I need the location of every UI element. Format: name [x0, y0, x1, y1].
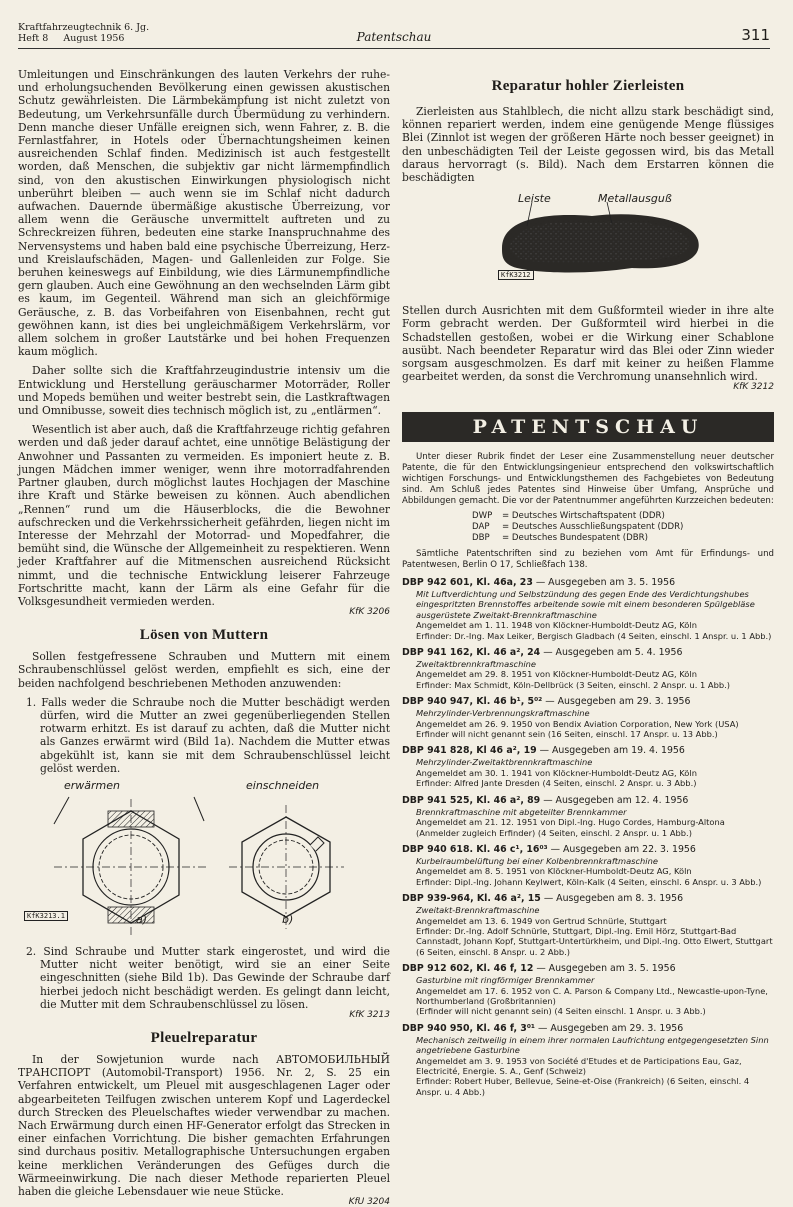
patent-line: Angemeldet am 17. 6. 1952 von C. A. Parson & Company Ltd., Newcastle-upon-Tyne, Northumberland (Großbritannien) — [416, 985, 768, 1006]
figure-zierleiste — [402, 190, 774, 298]
paragraph: Zierleisten aus Stahlblech, die nicht allzu stark beschädigt sind, können repariert werden, indem eine genügende Menge flüssiges Blei (Zinnlot ist wegen der größeren Härte noch besser geeignet) in den unbeschädigten Teil der Leiste gegossen wird, bis das Metall daraus hervorragt (s. Bild). Nach dem Erstarren können die beschädigten — [402, 105, 774, 185]
patent-title: Zweitaktbrennkraftmaschine — [416, 659, 537, 670]
patent-date: — Ausgegeben am 29. 3. 1956 — [535, 1022, 684, 1034]
patent-title: Brennkraftmaschine mit abgeteilter Brennkammer — [416, 806, 627, 817]
patent-title: Kurbelraumbelüftung bei einer Kolbenbrennkraftmaschine — [416, 855, 658, 866]
patent-title: Zweitakt-Brennkraftmaschine — [416, 905, 540, 916]
patent-line: (Erfinder will nicht genannt sein) (4 Seiten einschl. 1 Anspr. u. 3 Abb.) — [416, 1006, 706, 1017]
figure-sublabel-b: b) — [282, 912, 294, 926]
abbreviation-item: DBP = Deutsches Bundespatent (DBR) — [472, 533, 648, 544]
intro-text: Unter dieser Rubrik findet der Leser eine Zusammenstellung neuer deutscher Patente, die für den Entwicklungsingenieur entsprechend den volkswirtschaftlich wichtigen Forschungs- und Entwicklungsthemen des Fachgebietes von Bedeutung sind. Am Schluß jedes Patentes sind Hinweise über Umfang, Ansprüche und Abbildungen gemacht. Die vor der Patentnummer angeführten Kurzzeichen bedeuten: — [402, 452, 774, 506]
figure-tag: KfK3212 — [498, 270, 534, 280]
patent-title: Mechanisch zeitweilig in einem ihrer normalen Laufrichtung entgegengesetzten Sinn angetriebene Gasturbine — [416, 1034, 769, 1056]
abbreviation-item: DWP = Deutsches Wirtschaftspatent (DDR) — [472, 511, 665, 522]
method-list-2 — [18, 945, 390, 1011]
patent-number: DBP 939-964, Kl. 46 a², 15 — [402, 893, 541, 905]
patent-line: Angemeldet am 26. 9. 1950 von Bendix Aviation Corporation, New York (USA) — [416, 718, 739, 729]
patent-entry — [402, 893, 774, 957]
patent-list — [402, 577, 774, 1097]
left-column — [18, 68, 390, 1207]
heading-muttern: Lösen von Muttern — [139, 627, 269, 644]
method-item-2: 2. Sind Schraube und Mutter stark eingerostet, und wird die Mutter nicht weiter benötigt, wird sie an einer Seite eingeschnitten (siehe Bild 1b). Das Gewinde der Schraube darf hierbei jedoch nicht beschädigt werden. Es gelingt dann leicht, die Mutter mit dem Schraubenschlüssel zu lösen. — [26, 944, 390, 1011]
patent-title: Gasturbine mit ringförmiger Brennkammer — [416, 975, 595, 986]
paragraph: Umleitungen und Einschränkungen des lauten Verkehrs der ruhe- und erholungsuchenden Bevölkerung einen gewissen akustischen Schutz gewährleisten. Die Lärmbekämpfung ist nicht zuletzt von Bedeutung, um Verkehrsunfälle durch Übermüdung zu verhindern. Denn manche dieser Unfälle ereignen sich, wenn Fahrer, z. B. die Fernlastfahrer, in Hotels oder Übernachtungsheimen keinen ausreichenden Schlaf finden. Medizinisch ist auch festgestellt worden, daß Menschen, die subjektiv gar nicht lärmempfindlich sind, von den akustischen Einwirkungen physiologisch nicht unberührt bleiben — auch wenn sie im Schlaf nicht dadurch aufwachen. Dauernde übermäßige akustische Überreizung, vor allem wenn die Geräusche unvermittelt auftreten und zu Schreckreizen führen, bedeuten eine starke Inanspruchnahme des Nervensystems und haben bald eine psychische Überreizung, Herz- und Kreislaufschäden, Magen- und Gallenleiden zur Folge. Sie beruhen keineswegs auf Einbildung, wie dies Lärmunempfindliche gern glauben. Auch eine Gewöhnung an den wechselnden Lärm gibt es kaum, im Gegenteil. Während man sich an gleichförmige Geräusche, z. B. das Vorbeifahren von Eisenbahnen, recht gut gewöhnen kann, ist dies bei ungleichmäßigem Verkehrslärm, vor allem solchem in großer Lautstärke und bei hohen Frequenzen kaum möglich. — [18, 68, 390, 359]
patent-line: Erfinder will nicht genannt sein (16 Seiten, einschl. 17 Anspr. u. 13 Abb.) — [416, 729, 718, 740]
patent-line: Erfinder: Robert Huber, Bellevue, Seine-et-Oise (Frankreich) (6 Seiten, einschl. 4 Anspr. u. 4 Abb.) — [416, 1076, 750, 1097]
outro-text: Sämtliche Patentschriften sind zu beziehen vom Amt für Erfindungs- und Patentwesen, Berlin O 17, Schließfach 138. — [402, 549, 774, 571]
patent-line: Angemeldet am 3. 9. 1953 von Société d'Etudes et de Participations Eau, Gaz, Electricité, Energie. S. A., Genf (Schweiz) — [416, 1055, 742, 1077]
abbreviation-item: DAP = Deutsches Ausschließungspatent (DDR) — [472, 522, 684, 533]
journal-line-2: Heft 8 August 1956 — [18, 33, 125, 44]
patent-entry — [402, 1023, 774, 1097]
patent-number: DBP 941 162, Kl. 46 a², 24 — [402, 647, 541, 659]
paragraph: In der Sowjetunion wurde nach АВТОМОБИЛЬНЫЙ ТРАНСПОРТ (Automobil-Transport) 1956. Nr. 2, S. 25 ein Verfahren entwickelt, um Pleuel mit ausgeschlagenen Lager oder abgearbeiteten Teilfugen zwischen unterem Kopf und Lagerdeckel durch Strecken des Pleuelschaftes wieder verwendbar zu machen. Nach Erwärmung durch einen HF-Generator erfolgt das Strecken in einer einfachen Vorrichtung. Die bisher gemachten Erfahrungen sind durchaus positiv. Metallographische Untersuchungen ergaben keine merklichen Veränderungen des Gefüges durch die Wärmeeinwirkung. Die nach dieser Methode reparierten Pleuel haben die gleiche Lebensdauer wie neue Stücke. — [18, 1052, 390, 1198]
patent-date: — Ausgegeben am 19. 4. 1956 — [536, 745, 685, 757]
figure-label-metallausguss: Metallausguß — [598, 192, 672, 206]
patent-line: Erfinder: Dr.-Ing. Adolf Schnürle, Stuttgart, Dipl.-Ing. Emil Hörz, Stuttgart-Bad Cannstadt, Johann Kopf, Stuttgart-Untertürkheim, und Dipl.-Ing. Otto Elwert, Stuttgart (6 Seiten, einschl. 8 Anspr. u. 2 Abb.) — [416, 925, 773, 957]
patent-entry — [402, 647, 774, 690]
figure-label-leiste: Leiste — [518, 192, 551, 206]
zierleiste-drawing — [402, 190, 774, 298]
patent-intro — [402, 452, 774, 571]
page-header — [18, 22, 770, 49]
patent-date: — Ausgegeben am 8. 3. 1956 — [540, 893, 684, 905]
patent-line: Angemeldet am 1. 11. 1948 von Klöckner-Humboldt-Deutz AG, Köln — [416, 620, 697, 631]
heading-pleuel: Pleuelreparatur — [150, 1029, 258, 1046]
article-signature: KfU 3204 — [348, 1197, 390, 1207]
patent-date: — Ausgegeben am 3. 5. 1956 — [532, 577, 676, 589]
abbreviation-list — [472, 511, 774, 544]
patent-date: — Ausgegeben am 12. 4. 1956 — [540, 794, 689, 806]
patent-entry — [402, 795, 774, 838]
patent-line: Angemeldet am 13. 6. 1949 von Gertrud Schnürle, Stuttgart — [416, 915, 667, 926]
patent-date: — Ausgegeben am 29. 3. 1956 — [542, 696, 691, 708]
figure-tag: KfK3213.1 — [24, 911, 68, 921]
patent-date: — Ausgegeben am 22. 3. 1956 — [547, 843, 696, 855]
patent-line: Erfinder: Dr.-Ing. Max Leiker, Bergisch Gladbach (4 Seiten, einschl. 1 Anspr. u. 1 Abb.) — [416, 630, 772, 641]
patent-number: DBP 940 950, Kl. 46 f, 3⁰¹ — [402, 1022, 536, 1034]
section-title: Patentschau — [356, 30, 432, 44]
patent-number: DBP 941 525, Kl. 46 a², 89 — [402, 794, 541, 806]
page-number: 311 — [741, 26, 770, 44]
paragraph: Daher sollte sich die Kraftfahrzeugindustrie intensiv um die Entwicklung und Herstellung geräuscharmer Motorräder, Roller und Mopeds bemühen und weiter bestrebt sein, die Lastkraftwagen und Omnibusse, soweit dies technisch möglich ist, zu „entlärmen“. — [18, 364, 390, 418]
patent-number: DBP 940 947, Kl. 46 b¹, 5⁰² — [402, 696, 543, 708]
patent-number: DBP 942 601, Kl. 46a, 23 — [402, 577, 533, 589]
patentschau-banner: PATENTSCHAU — [402, 412, 774, 442]
patent-date: — Ausgegeben am 5. 4. 1956 — [540, 647, 683, 659]
patent-entry — [402, 963, 774, 1017]
patent-line: Angemeldet am 8. 5. 1951 von Klöckner-Humboldt-Deutz AG, Köln — [416, 866, 692, 877]
patent-title: Mit Luftverdichtung und Selbstzündung des gegen Ende des Verdichtungshubes eingespritzten Brennstoffes arbeitende sowie mit einem besonderen Spülgebläse ausgerüstete Zweitakt-Brennkraftmaschine — [416, 589, 755, 620]
patent-date: — Ausgegeben am 3. 5. 1956 — [533, 963, 676, 975]
patent-line: Angemeldet am 30. 1. 1941 von Klöckner-Humboldt-Deutz AG, Köln — [416, 767, 697, 778]
right-column — [402, 68, 774, 1188]
patent-line: Erfinder: Dipl.-Ing. Johann Keylwert, Köln-Kalk (4 Seiten, einschl. 6 Anspr. u. 3 Abb.) — [416, 876, 762, 887]
patent-number: DBP 941 828, Kl 46 a², 19 — [402, 745, 537, 757]
method-item-1: 1. Falls weder die Schraube noch die Mutter beschädigt werden dürfen, wird die Mutter an zwei gegenüberliegenden Stellen rotwarm erhitzt. Es ist darauf zu achten, daß die Mutter nicht als Ganzes erwärmt wird (Bild 1a). Nachdem die Mutter etwas abgekühlt ist, kann sie mit dem Schraubenschlüssel leicht gelöst werden. — [26, 695, 390, 775]
paragraph: Stellen durch Ausrichten mit dem Gußformteil wieder in ihre alte Form gebracht werden. Der Gußformteil wird hierbei in die Schadstellen gestoßen, wobei er die Wirkung einer Schablone ausübt. Nach beendeter Reparatur wird das Blei oder Zinn wieder sorgsam ausgeschmolzen. Es darf mit keiner zu heißen Flamme gearbeitet werden, da sonst die Verchromung unansehnlich wird. — [402, 304, 774, 384]
patent-line: Angemeldet am 21. 12. 1951 von Dipl.-Ing. Hugo Cordes, Hamburg-Altona — [416, 817, 725, 828]
patent-line: Angemeldet am 29. 8. 1951 von Klöckner-Humboldt-Deutz AG, Köln — [416, 669, 697, 680]
paragraph: Sollen festgefressene Schrauben und Muttern mit einem Schraubenschlüssel gelöst werden, empfiehlt es sich, eine der beiden nachfolgend beschriebenen Methoden anzuwenden: — [18, 650, 390, 690]
figure-sublabel-a: a) — [136, 912, 148, 926]
method-list — [18, 696, 390, 775]
nut-drawing — [24, 779, 384, 939]
patent-title: Mehrzylinder-Verbrennungskraftmaschine — [416, 708, 590, 719]
heading-zierleisten: Reparatur hohler Zierleisten — [491, 78, 685, 94]
figure-label-erwaermen: erwärmen — [64, 778, 121, 792]
patent-line: Erfinder: Max Schmidt, Köln-Dellbrück (3 Seiten, einschl. 2 Anspr. u. 1 Abb.) — [416, 679, 730, 690]
patent-line: (Anmelder zugleich Erfinder) (4 Seiten, einschl. 2 Anspr. u. 1 Abb.) — [416, 827, 692, 838]
article-signature: KfK 3213 — [349, 1009, 390, 1020]
patent-entry — [402, 696, 774, 739]
patent-number: DBP 940 618. Kl. 46 c¹, 16⁰³ — [402, 843, 548, 855]
patent-line: Erfinder: Alfred Jante Dresden (4 Seiten, einschl. 2 Anspr. u. 3 Abb.) — [416, 778, 697, 789]
patent-entry — [402, 745, 774, 788]
article-signature: KfK 3212 — [733, 382, 774, 393]
patent-number: DBP 912 602, Kl. 46 f, 12 — [402, 963, 534, 975]
figure-nuts — [24, 779, 384, 939]
patent-entry — [402, 577, 774, 641]
article-signature: KfK 3206 — [349, 607, 390, 618]
journal-line-1: Kraftfahrzeugtechnik 6. Jg. — [18, 22, 150, 33]
paragraph: Wesentlich ist aber auch, daß die Kraftfahrzeuge richtig gefahren werden und daß jeder darauf achtet, eine unnötige Belästigung der Anwohner und Passanten zu vermeiden. Es imponiert heute z. B. jungen Mädchen immer weniger, wenn ihre motorradfahrenden Partner glauben, durch möglichst lautes Hochjagen der Maschine ihre Kraft und Stärke beweisen zu können. Auch abendlichen „Rennen“ rund um die Häuserblocks, die die Bewohner aufschrecken und die Verkehrssicherheit gefährden, liegen nicht im Interesse der Mehrzahl der Motorrad- und Mopedfahrer, die bemüht sind, die Wünsche der Allgemeinheit zu respektieren. Wenn jeder Kraftfahrer auf die Mitmenschen ausreichend Rücksicht nimmt, und die technische Entwicklung leiserer Fahrzeuge Fortschritte macht, kann der Lärm als eine Gefahr für die Volksgesundheit vermieden werden. — [18, 423, 390, 608]
patent-title: Mehrzylinder-Zweitaktbrennkraftmaschine — [416, 757, 593, 768]
figure-label-einschneiden: einschneiden — [246, 778, 320, 792]
patent-entry — [402, 844, 774, 887]
